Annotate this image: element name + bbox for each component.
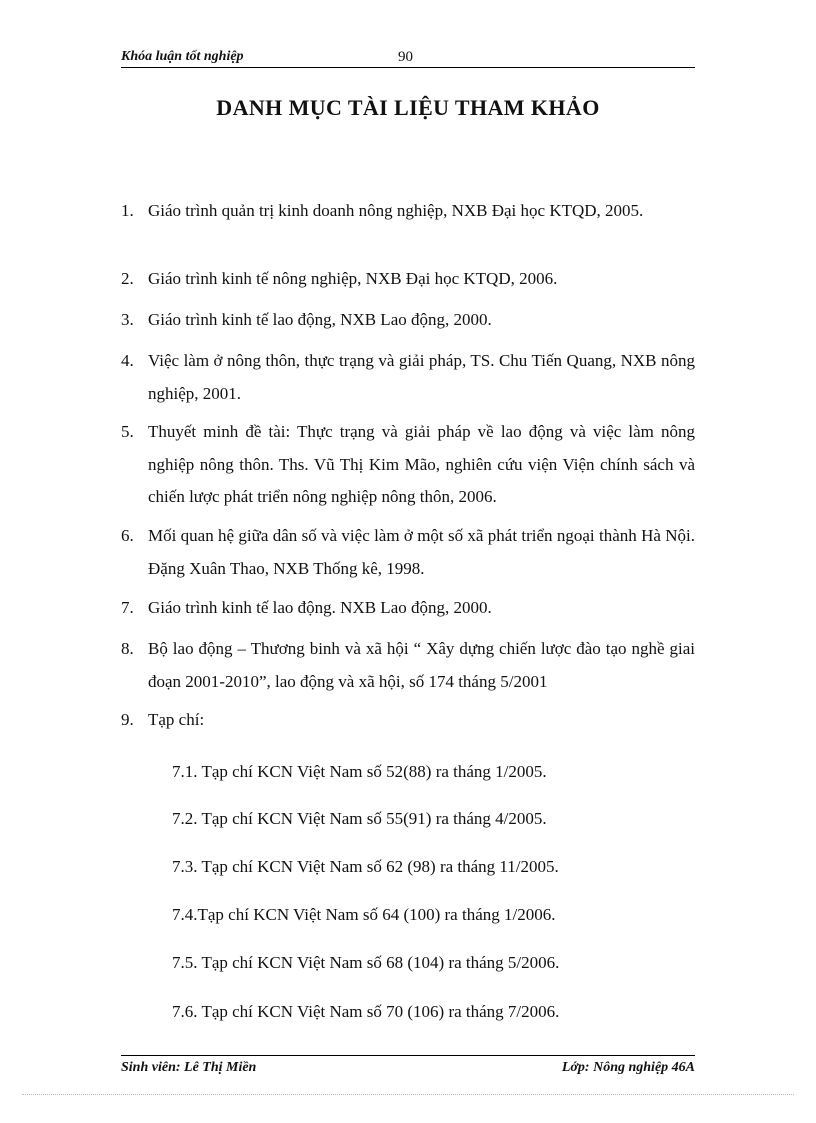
journal-item: 7.4.Tạp chí KCN Việt Nam số 64 (100) ra tháng 1/2006. xyxy=(172,905,556,924)
reference-number: 4. xyxy=(121,351,134,370)
reference-number: 7. xyxy=(121,598,134,617)
reference-number: 8. xyxy=(121,639,134,658)
reference-item xyxy=(121,520,695,585)
page-header xyxy=(121,49,695,68)
header-thesis-label: Khóa luận tốt nghiệp xyxy=(121,49,244,64)
reference-text: Giáo trình kinh tế lao động. NXB Lao động, 2000. xyxy=(148,598,492,617)
reference-item xyxy=(121,704,695,737)
reference-number: 1. xyxy=(121,201,134,220)
reference-number: 9. xyxy=(121,710,134,729)
journal-item: 7.6. Tạp chí KCN Việt Nam số 70 (106) ra tháng 7/2006. xyxy=(172,1002,560,1021)
reference-item xyxy=(121,195,695,228)
footer-class: Lớp: Nông nghiệp 46A xyxy=(561,1060,695,1075)
reference-text: Giáo trình kinh tế nông nghiệp, NXB Đại học KTQD, 2006. xyxy=(148,269,558,288)
reference-text: Mối quan hệ giữa dân số và việc làm ở một số xã phát triển ngoại thành Hà Nội. Đặng Xuân Thao, NXB Thống kê, 1998. xyxy=(148,526,695,578)
reference-number: 2. xyxy=(121,269,134,288)
reference-item xyxy=(121,263,695,296)
journal-item: 7.3. Tạp chí KCN Việt Nam số 62 (98) ra tháng 11/2005. xyxy=(172,857,559,876)
page-break-divider xyxy=(22,1094,794,1095)
page-title: DANH MỤC TÀI LIỆU THAM KHẢO xyxy=(216,95,600,120)
reference-number: 3. xyxy=(121,310,134,329)
page-footer xyxy=(121,1055,695,1078)
reference-text: Giáo trình quản trị kinh doanh nông nghiệp, NXB Đại học KTQD, 2005. xyxy=(148,201,644,220)
reference-text: Việc làm ở nông thôn, thực trạng và giải pháp, TS. Chu Tiến Quang, NXB nông nghiệp, 2001. xyxy=(148,351,695,403)
journal-item: 7.5. Tạp chí KCN Việt Nam số 68 (104) ra tháng 5/2006. xyxy=(172,953,560,972)
reference-item xyxy=(121,416,695,514)
reference-number: 5. xyxy=(121,422,134,441)
reference-text: Thuyết minh đề tài: Thực trạng và giải pháp về lao động và việc làm nông nghiệp nông thôn. Ths. Vũ Thị Kim Mão, nghiên cứu viện Viện chính sách và chiến lược phát triển nông nghiệp nông thôn, 2006. xyxy=(148,422,695,506)
reference-text: Giáo trình kinh tế lao động, NXB Lao động, 2000. xyxy=(148,310,492,329)
journal-item: 7.2. Tạp chí KCN Việt Nam số 55(91) ra tháng 4/2005. xyxy=(172,809,547,828)
reference-item xyxy=(121,592,695,625)
reference-item xyxy=(121,345,695,410)
footer-student: Sinh viên: Lê Thị Miền xyxy=(121,1060,257,1075)
reference-number: 6. xyxy=(121,526,134,545)
journal-item: 7.1. Tạp chí KCN Việt Nam số 52(88) ra tháng 1/2005. xyxy=(172,762,547,781)
reference-text: Tạp chí: xyxy=(148,710,205,729)
reference-item xyxy=(121,304,695,337)
reference-item xyxy=(121,633,695,698)
page-number: 90 xyxy=(398,49,413,65)
reference-text: Bộ lao động – Thương binh và xã hội “ Xây dựng chiến lược đào tạo nghề giai đoạn 2001-2010”, lao động và xã hội, số 174 tháng 5/2001 xyxy=(148,639,695,691)
